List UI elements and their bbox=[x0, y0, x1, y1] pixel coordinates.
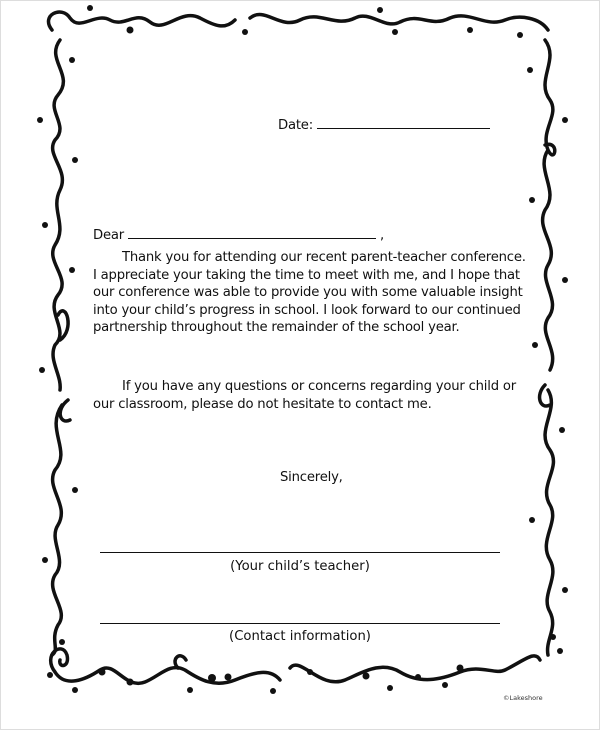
paragraph-line: partnership throughout the remainder of the school year. bbox=[93, 320, 460, 335]
paragraph-questions bbox=[93, 378, 523, 413]
copyright: ©Lakeshore bbox=[503, 694, 543, 702]
date-blank[interactable] bbox=[317, 117, 490, 129]
paragraph-line: our conference was able to provide you with some valuable insight bbox=[93, 285, 523, 300]
date-label: Date: bbox=[278, 118, 313, 133]
date-field[interactable] bbox=[278, 117, 490, 133]
salutation-comma: , bbox=[379, 228, 384, 243]
paragraph-line: I appreciate your taking the time to meet with me, and I hope that bbox=[93, 267, 520, 283]
paragraph-line: our classroom, please do not hesitate to contact me. bbox=[93, 396, 432, 412]
paragraph-line: If you have any questions or concerns regarding your child or bbox=[122, 379, 516, 394]
signature-line[interactable] bbox=[100, 552, 500, 553]
contact-line[interactable] bbox=[100, 623, 500, 624]
salutation-label: Dear bbox=[93, 228, 124, 243]
paragraph-line: into your child’s progress in school. I look forward to our continued bbox=[93, 302, 521, 318]
paragraph-line: Thank you for attending our recent parent-teacher conference. bbox=[122, 250, 526, 265]
salutation bbox=[93, 227, 384, 243]
paragraph-thank-you bbox=[93, 249, 526, 337]
contact-label: (Contact information) bbox=[229, 629, 371, 644]
recipient-blank[interactable] bbox=[128, 227, 376, 239]
signature-label: (Your child’s teacher) bbox=[230, 559, 370, 574]
closing: Sincerely, bbox=[280, 470, 343, 485]
